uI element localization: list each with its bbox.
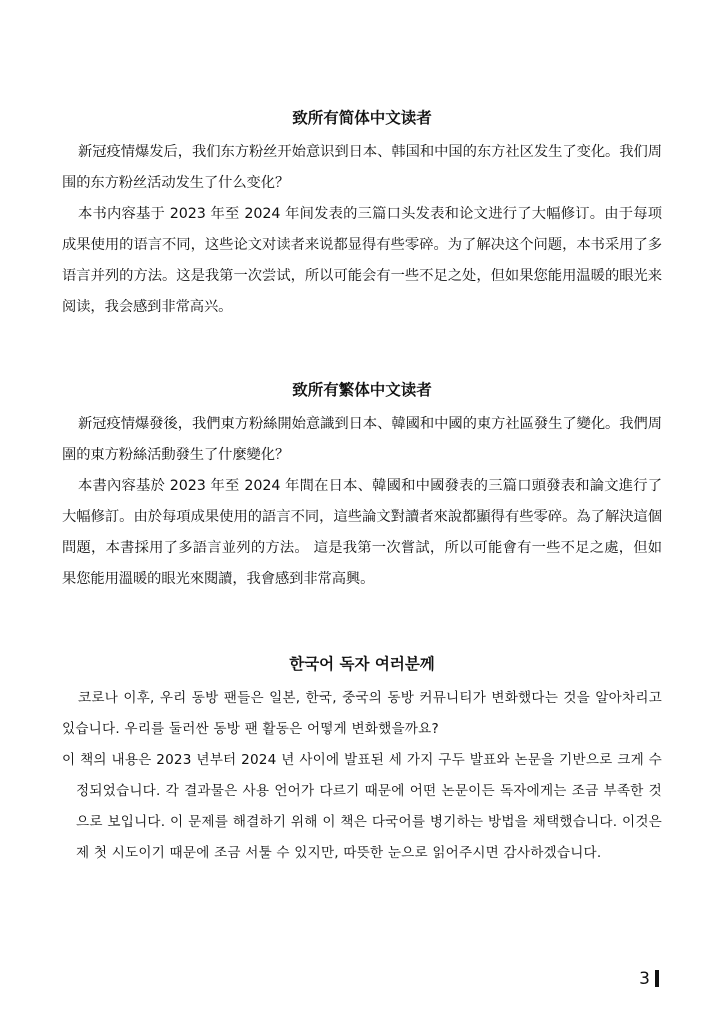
page-marker-bar [655, 970, 659, 987]
paragraph: 코로나 이후, 우리 동방 팬들은 일본, 한국, 중국의 동방 커뮤니티가 변화했다는 것을 알아차리고 있습니다. 우리를 둘러싼 동방 팬 활동은 어떻게 변화했을까요? [62, 690, 662, 737]
traditional-chinese-section [62, 380, 662, 595]
simplified-chinese-section [62, 108, 662, 323]
paragraph: 本书内容基于 2023 年至 2024 年间发表的三篇口头发表和论文进行了大幅修订。由于每项成果使用的语言不同，这些论文对读者来说都显得有些零碎。为了解决这个问题，本书采用了多语言并列的方法。这是我第一次尝试，所以可能会有一些不足之处，但如果您能用温暖的眼光来阅读，我会感到非常高兴。 [62, 206, 662, 315]
section-heading: 한국어 독자 여러분께 [289, 655, 435, 673]
paragraph: 新冠疫情爆发后，我们东方粉丝开始意识到日本、韩国和中国的东方社区发生了变化。我们周围的东方粉丝活动发生了什么变化？ [62, 144, 662, 191]
paragraph: 本書內容基於 2023 年至 2024 年間在日本、韓國和中國發表的三篇口頭發表和論文進行了大幅修訂。由於每項成果使用的語言不同，這些論文對讀者來說都顯得有些零碎。為了解決這個問題，本書採用了多語言並列的方法。 這是我第一次嘗試，所以可能會有一些不足之處，但如果您能用溫暖的眼光來閱讀，我會感到非常高興。 [62, 478, 662, 587]
paragraph: 新冠疫情爆發後，我們東方粉絲開始意識到日本、韓國和中國的東方社區發生了變化。我們周圍的東方粉絲活動發生了什麼變化？ [62, 416, 662, 463]
section-heading: 致所有繁体中文读者 [292, 381, 432, 399]
section-heading: 致所有简体中文读者 [292, 109, 432, 127]
korean-section [62, 654, 662, 869]
paragraph: 이 책의 내용은 2023 년부터 2024 년 사이에 발표된 세 가지 구두 발표와 논문을 기반으로 크게 수정되었습니다. 각 결과물은 사용 언어가 다르기 때문에 어떤 논문이든 독자에게는 조금 부족한 것으로 보입니다. 이 문제를 해결하기 위해 이 책은 다국어를 병기하는 방법을 채택했습니다. 이것은 제 첫 시도이기 때문에 조금 서툴 수 있지만, 따뜻한 눈으로 읽어주시면 감사하겠습니다. [62, 752, 662, 861]
page-number: 3 [639, 969, 650, 989]
